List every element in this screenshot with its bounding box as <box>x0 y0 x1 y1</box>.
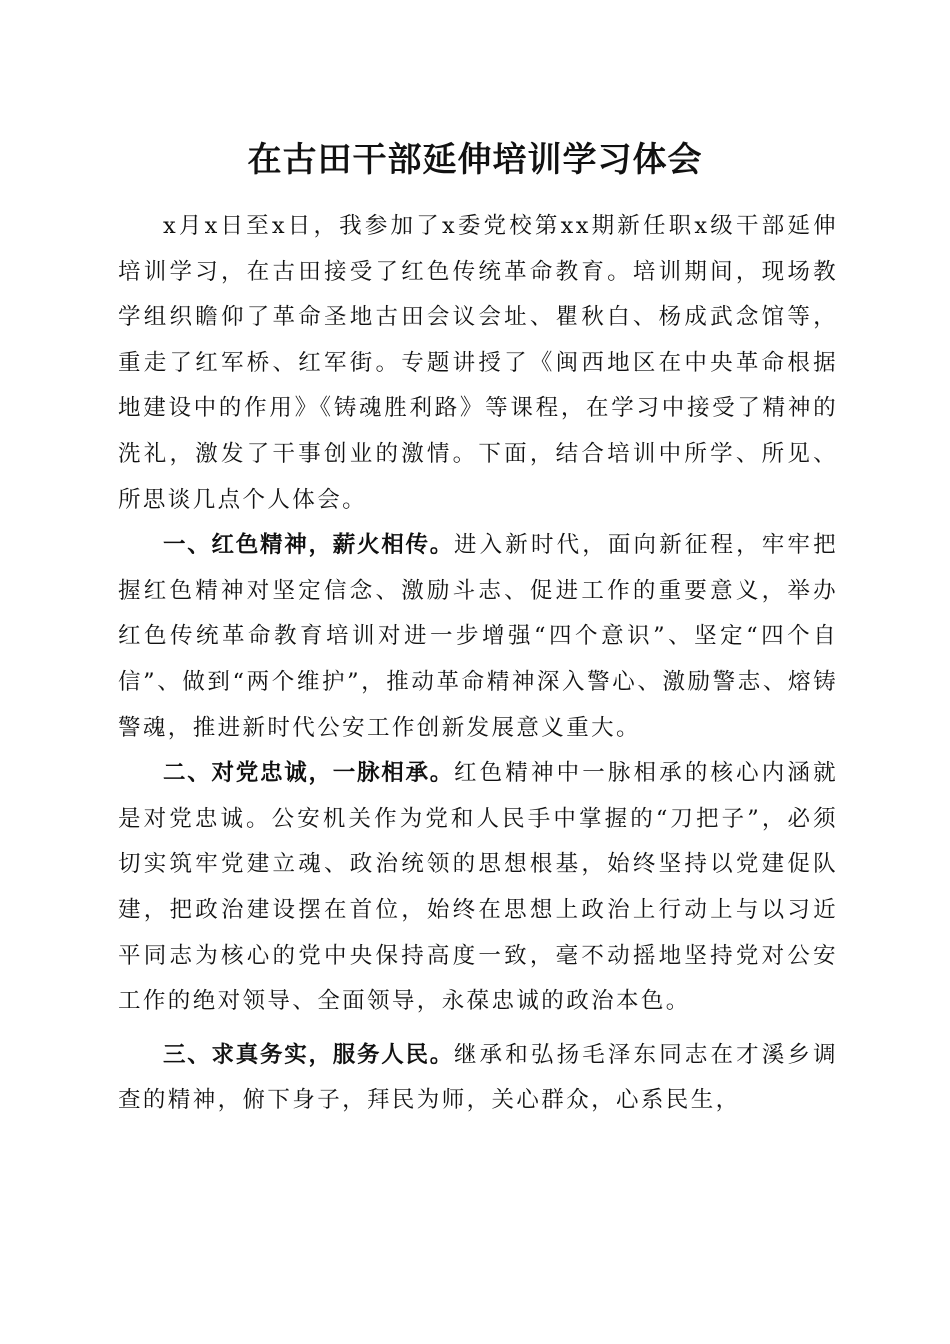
section-text-2: 红色精神中一脉相承的核心内涵就是对党忠诚。公安机关作为党和人民手中掌握的“刀把子”，必须切实筑牢党建立魂、政治统领的思想根基，始终坚持以党建促队建，把政治建设摆在首位，始终在思想上政治上行动上与以习近平同志为核心的党中央保持高度一致，毫不动摇地坚持党对公安工作的绝对领导、全面领导，永葆忠诚的政治本色。 <box>118 760 838 1015</box>
section-text-3: 继承和弘扬毛泽东同志在才溪乡调查的精神，俯下身子，拜民为师，关心群众，心系民生， <box>118 1041 838 1114</box>
intro-paragraph: x月x日至x日，我参加了x委党校第xx期新任职x级干部延伸培训学习，在古田接受了红色传统革命教育。培训期间，现场教学组织瞻仰了革命圣地古田会议会址、瞿秋白、杨成武念馆等，重走了红军桥、红军街。专题讲授了《闽西地区在中央革命根据地建设中的作用》《铸魂胜利路》等课程，在学习中接受了精神的洗礼，激发了干事创业的激情。下面，结合培训中所学、所见、所思谈几点个人体会。 <box>118 213 838 513</box>
document-title: 在古田干部延伸培训学习体会 <box>247 140 703 180</box>
section-paragraph-2 <box>118 751 838 1025</box>
section-heading-3: 三、求真务实，服务人民。 <box>163 1041 454 1068</box>
section-heading-2: 二、对党忠诚，一脉相承。 <box>163 760 454 787</box>
section-paragraph-1 <box>118 523 838 751</box>
section-text-1: 进入新时代，面向新征程，牢牢把握红色精神对坚定信念、激励斗志、促进工作的重要意义，举办红色传统革命教育培训对进一步增强“四个意识”、坚定“四个自信”、做到“两个维护”，推动革命精神深入警心、激励警志、熔铸警魂，推进新时代公安工作创新发展意义重大。 <box>118 532 838 741</box>
section-paragraph-3 <box>118 1033 838 1124</box>
document-body <box>118 204 838 1124</box>
section-heading-1: 一、红色精神，薪火相传。 <box>163 532 454 559</box>
